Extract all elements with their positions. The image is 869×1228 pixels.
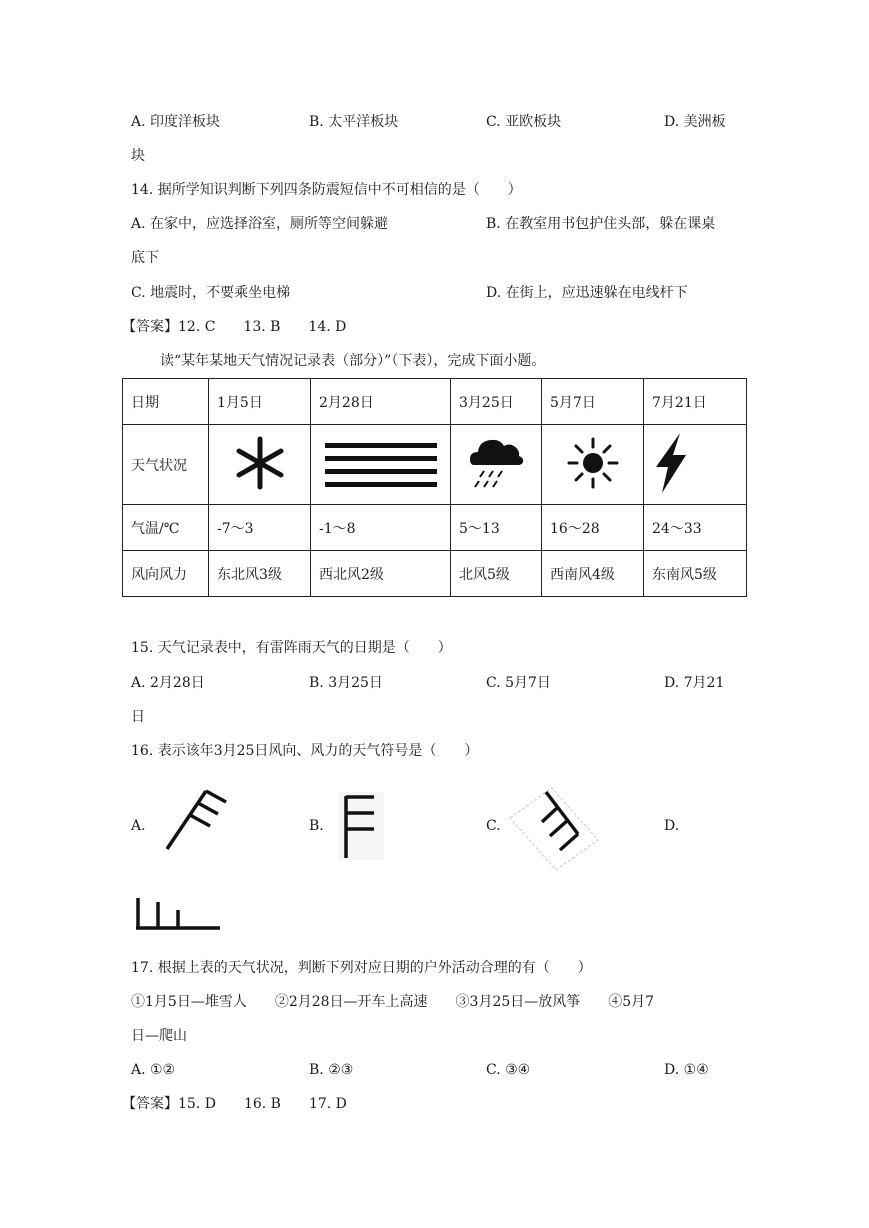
date-cell: 2月28日 xyxy=(311,379,451,425)
q14-stem: 14. 据所学知识判断下列四条防震短信中不可相信的是（ ） xyxy=(131,182,522,198)
date-cell: 7月21日 xyxy=(644,379,747,425)
wind-cell: 东南风5级 xyxy=(644,551,747,597)
q15-option-c: C. 5月7日 xyxy=(486,675,551,691)
q13-option-b: B. 太平洋板块 xyxy=(309,114,399,130)
q17-items: ①1月5日—堆雪人 ②2月28日—开车上高速 ③3月25日—放风筝 ④5月7 xyxy=(131,994,655,1010)
date-cell: 1月5日 xyxy=(209,379,311,425)
wind-cell: 西北风2级 xyxy=(311,551,451,597)
q17-items-wrap: 日—爬山 xyxy=(131,1028,187,1044)
weather-cell xyxy=(542,425,644,505)
wind-cell: 西南风4级 xyxy=(542,551,644,597)
sunny-icon xyxy=(563,433,623,493)
q15-option-d-wrap: 日 xyxy=(131,709,145,725)
q14-option-b: B. 在教室用书包护住头部，躲在课桌 xyxy=(486,216,716,232)
wind-cell: 东北风3级 xyxy=(209,551,311,597)
answer-12-14: 【答案】12. C 13. B 14. D xyxy=(122,319,347,335)
q14-option-c: C. 地震时，不要乘坐电梯 xyxy=(131,285,291,301)
answer-15-17: 【答案】15. D 16. B 17. D xyxy=(122,1096,347,1112)
wind-symbol-d xyxy=(132,894,222,934)
weather-cell xyxy=(451,425,542,505)
q15-option-d: D. 7月21 xyxy=(664,675,725,691)
temp-label: 气温/℃ xyxy=(123,505,209,551)
wind-symbol-c xyxy=(506,784,602,874)
q13-option-d: D. 美洲板 xyxy=(664,114,726,130)
header-date-label: 日期 xyxy=(123,379,209,425)
weather-cell xyxy=(209,425,311,505)
q14-option-a: A. 在家中，应选择浴室，厕所等空间躲避 xyxy=(131,216,389,232)
date-cell: 3月25日 xyxy=(451,379,542,425)
table-intro: 读“某年某地天气情况记录表（部分）”（下表），完成下面小题。 xyxy=(160,353,546,369)
wind-symbol-a xyxy=(162,786,232,854)
temp-cell: -7～3 xyxy=(209,505,311,551)
table-row-date xyxy=(123,379,747,425)
weather-cell xyxy=(311,425,451,505)
temp-cell: -1～8 xyxy=(311,505,451,551)
q14-option-d: D. 在街上，应迅速躲在电线杆下 xyxy=(486,285,688,301)
q16-option-c: C. xyxy=(486,818,501,834)
q17-option-c: C. ③④ xyxy=(486,1062,531,1078)
table-row-wind xyxy=(123,551,747,597)
q17-option-a: A. ①② xyxy=(131,1062,176,1078)
q15-stem: 15. 天气记录表中，有雷阵雨天气的日期是（ ） xyxy=(131,640,452,656)
q16-stem: 16. 表示该年3月25日风向、风力的天气符号是（ ） xyxy=(131,743,479,759)
q17-option-b: B. ②③ xyxy=(309,1062,354,1078)
q14-option-b-wrap: 底下 xyxy=(131,250,159,266)
q17-option-d: D. ①④ xyxy=(664,1062,709,1078)
weather-label: 天气状况 xyxy=(123,425,209,505)
weather-cell xyxy=(644,425,747,505)
table-row-temperature xyxy=(123,505,747,551)
q15-option-b: B. 3月25日 xyxy=(309,675,383,691)
date-cell: 5月7日 xyxy=(542,379,644,425)
temp-cell: 16～28 xyxy=(542,505,644,551)
thunder-icon xyxy=(650,431,690,495)
temp-cell: 24～33 xyxy=(644,505,747,551)
table-row-weather xyxy=(123,425,747,505)
q16-option-d: D. xyxy=(664,818,680,834)
q13-option-c: C. 亚欧板块 xyxy=(486,114,562,130)
q15-option-a: A. 2月28日 xyxy=(131,675,205,691)
q17-stem: 17. 根据上表的天气状况，判断下列对应日期的户外活动合理的有（ ） xyxy=(131,960,592,976)
shower-icon xyxy=(466,431,526,495)
wind-cell: 北风5级 xyxy=(451,551,542,597)
q16-option-b: B. xyxy=(309,818,324,834)
wind-label: 风向风力 xyxy=(123,551,209,597)
q16-option-a: A. xyxy=(131,818,146,834)
weather-record-table xyxy=(122,378,747,597)
q13-option-a: A. 印度洋板块 xyxy=(131,114,221,130)
temp-cell: 5～13 xyxy=(451,505,542,551)
q13-option-d-wrap: 块 xyxy=(131,148,145,164)
wind-symbol-b xyxy=(338,792,384,860)
fog-icon xyxy=(323,433,439,493)
snow-icon xyxy=(230,433,290,493)
